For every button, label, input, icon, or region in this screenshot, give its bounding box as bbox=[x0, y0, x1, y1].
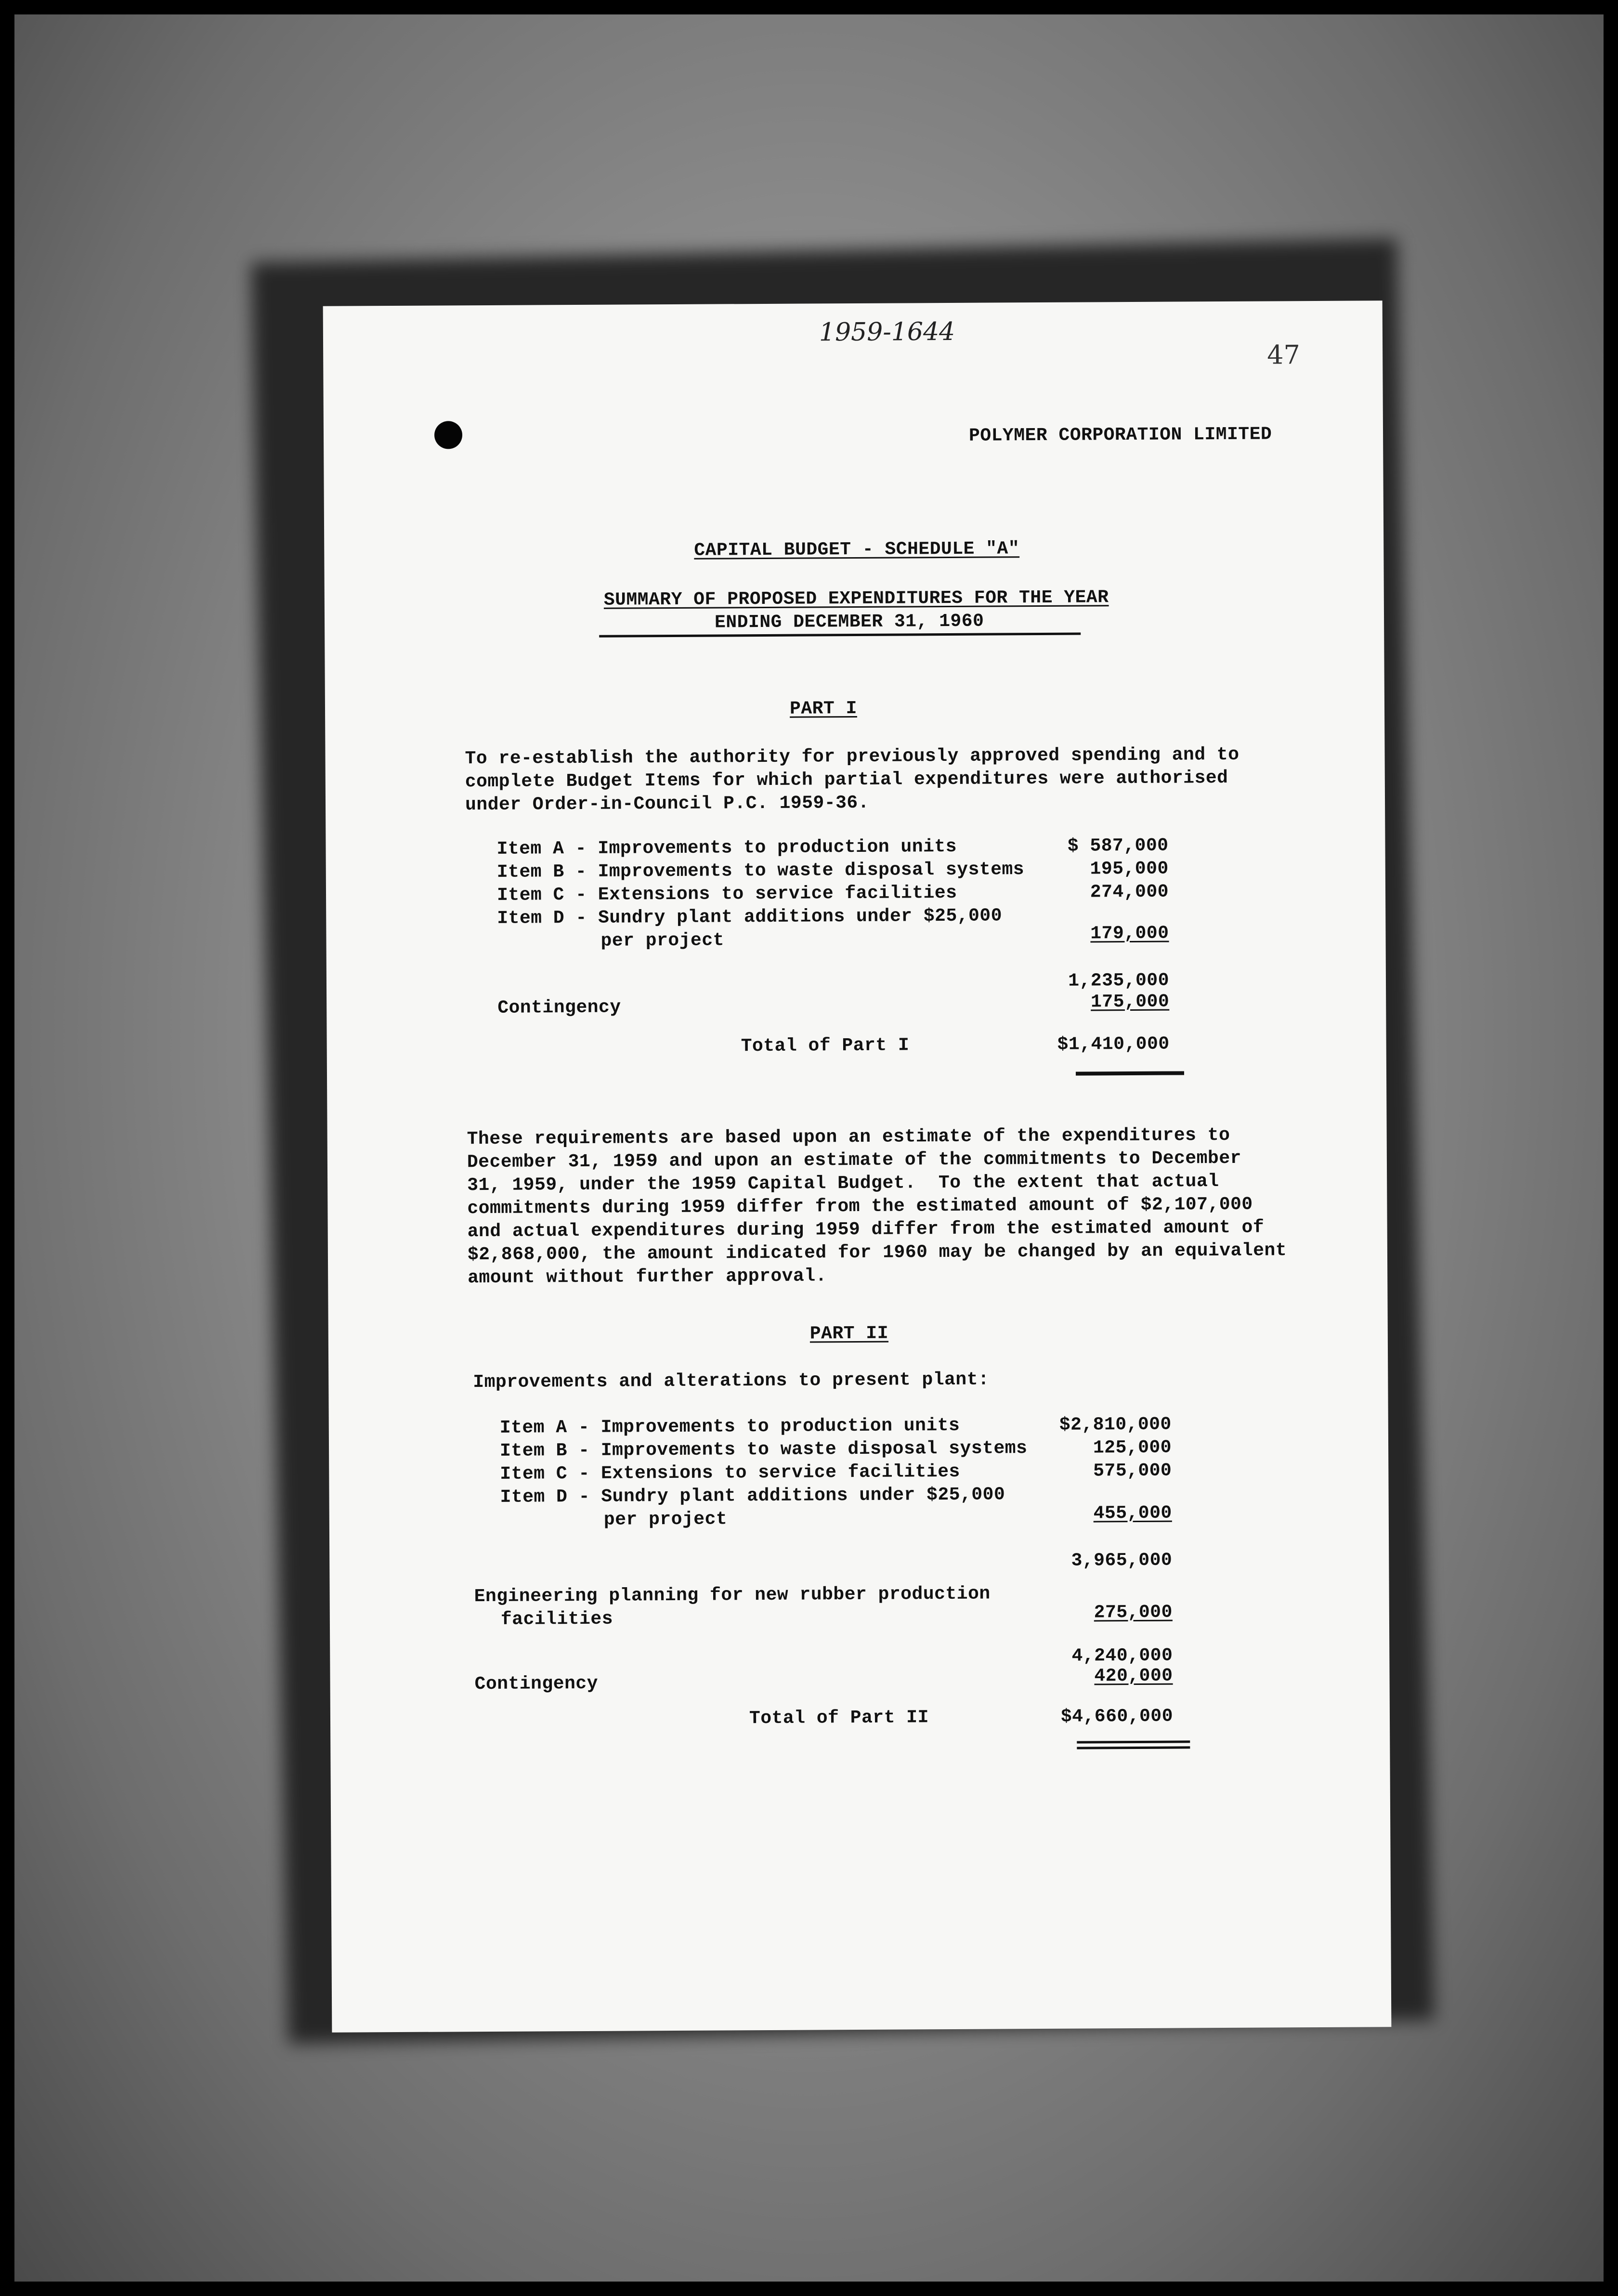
part2-item-b-label: Item B - Improvements to waste disposal systems bbox=[499, 1438, 1028, 1461]
part1-item-c-amount: 274,000 bbox=[1090, 881, 1169, 903]
part2-engineering-label2: facilities bbox=[500, 1608, 613, 1630]
part2-contingency-label: Contingency bbox=[474, 1673, 599, 1695]
part2-total-rule-top bbox=[1077, 1740, 1190, 1743]
part1-item-d-amount: 179,000 bbox=[1090, 923, 1169, 944]
part2-engineering-amount: 275,000 bbox=[1094, 1602, 1173, 1623]
summary-title-line2: ENDING DECEMBER 31, 1960 bbox=[714, 611, 984, 633]
part1-item-d-label: Item D - Sundry plant additions under $25,000 bbox=[497, 905, 1003, 929]
company-name: POLYMER CORPORATION LIMITED bbox=[968, 424, 1272, 446]
part2-subtotal: 3,965,000 bbox=[1071, 1550, 1173, 1571]
page-number: 47 bbox=[1267, 339, 1301, 370]
part1-item-b-label: Item B - Improvements to waste disposal systems bbox=[496, 859, 1025, 883]
part2-item-a-label: Item A - Improvements to production units bbox=[499, 1415, 960, 1438]
part2-heading: PART II bbox=[809, 1323, 889, 1344]
part2-item-d-label: Item D - Sundry plant additions under $25,000 bbox=[500, 1484, 1005, 1508]
title-rule bbox=[599, 633, 1081, 638]
part1-subtotal: 1,235,000 bbox=[1068, 970, 1170, 991]
part1-total-label: Total of Part I bbox=[741, 1035, 910, 1057]
note-line6: $2,868,000, the amount indicated for 1960 may be changed by an equivalent bbox=[467, 1240, 1287, 1265]
part1-intro-line1: To re-establish the authority for previously approved spending and to bbox=[465, 744, 1240, 770]
part1-intro-line3: under Order-in-Council P.C. 1959-36. bbox=[465, 792, 870, 816]
part1-item-a-label: Item A - Improvements to production units bbox=[496, 836, 957, 860]
part2-intro: Improvements and alterations to present plant: bbox=[473, 1369, 990, 1393]
note-line4: commitments during 1959 differ from the estimated amount of $2,107,000 bbox=[467, 1194, 1253, 1219]
part2-contingency-amount: 420,000 bbox=[1094, 1665, 1173, 1687]
part1-item-d-label2: per project bbox=[600, 930, 724, 952]
part2-item-d-label2: per project bbox=[603, 1509, 728, 1530]
handwritten-annotation: 1959-1644 bbox=[819, 317, 955, 347]
part1-total-rule bbox=[1076, 1071, 1184, 1075]
punch-hole bbox=[434, 421, 462, 449]
part2-total-label: Total of Part II bbox=[749, 1707, 929, 1729]
note-line7: amount without further approval. bbox=[468, 1265, 827, 1289]
part1-item-b-amount: 195,000 bbox=[1090, 858, 1169, 880]
part1-contingency-label: Contingency bbox=[497, 997, 621, 1018]
note-line2: December 31, 1959 and upon an estimate of the commitments to December bbox=[467, 1148, 1242, 1173]
document-page bbox=[323, 300, 1392, 2032]
part2-total-amount: $4,660,000 bbox=[1060, 1706, 1174, 1727]
note-line5: and actual expenditures during 1959 differ from the estimated amount of bbox=[467, 1217, 1265, 1242]
part2-subtotal2: 4,240,000 bbox=[1071, 1645, 1173, 1667]
summary-title-line1: SUMMARY OF PROPOSED EXPENDITURES FOR THE YEAR bbox=[603, 587, 1109, 611]
part1-total-amount: $1,410,000 bbox=[1057, 1033, 1170, 1055]
part2-item-c-amount: 575,000 bbox=[1093, 1460, 1172, 1482]
part1-heading: PART I bbox=[789, 698, 857, 719]
part1-item-c-label: Item C - Extensions to service facilities bbox=[496, 882, 957, 906]
note-line1: These requirements are based upon an estimate of the expenditures to bbox=[467, 1124, 1230, 1150]
part1-contingency-amount: 175,000 bbox=[1090, 991, 1170, 1013]
schedule-title: CAPITAL BUDGET - SCHEDULE "A" bbox=[694, 538, 1020, 561]
part2-item-c-label: Item C - Extensions to service facilities bbox=[500, 1461, 960, 1485]
part2-item-b-amount: 125,000 bbox=[1093, 1437, 1172, 1459]
part1-item-a-amount: $ 587,000 bbox=[1067, 835, 1169, 857]
part2-item-d-amount: 455,000 bbox=[1093, 1502, 1172, 1524]
part1-intro-line2: complete Budget Items for which partial expenditures were authorised bbox=[465, 767, 1228, 793]
part2-engineering-label1: Engineering planning for new rubber production bbox=[474, 1583, 991, 1607]
part2-item-a-amount: $2,810,000 bbox=[1059, 1414, 1172, 1435]
note-line3: 31, 1959, under the 1959 Capital Budget. To the extent that actual bbox=[467, 1171, 1219, 1196]
part2-total-rule-bottom bbox=[1077, 1746, 1190, 1749]
